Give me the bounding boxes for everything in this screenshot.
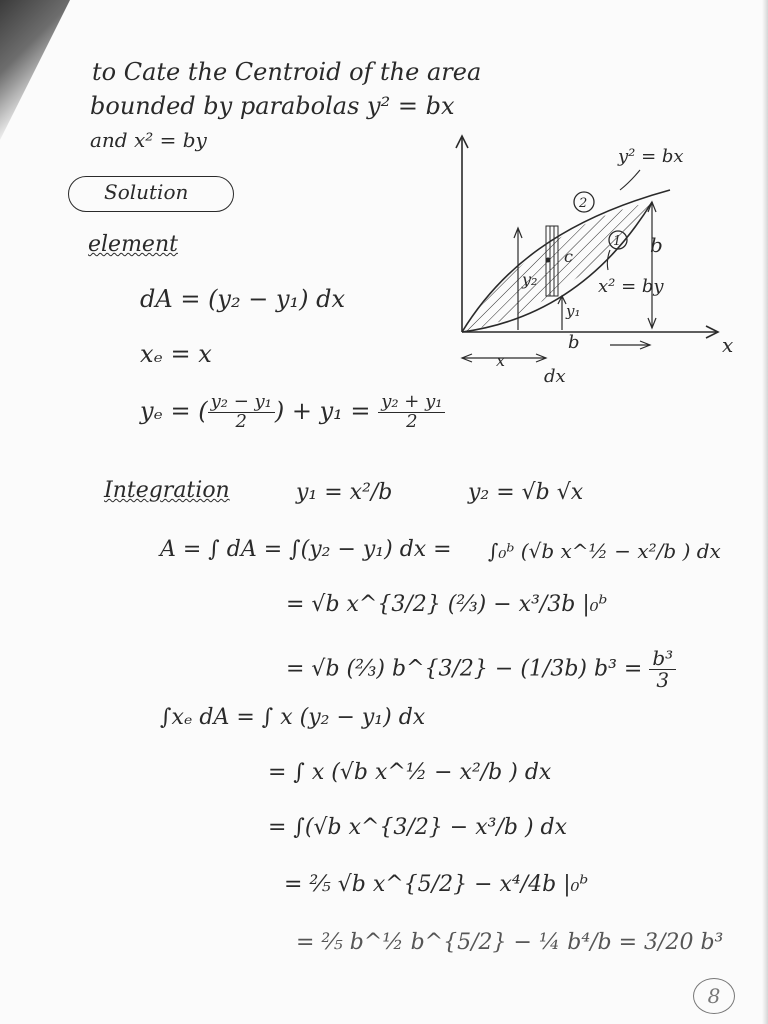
x-axis-label: x xyxy=(722,333,734,357)
problem-line-3: and x² = by xyxy=(90,128,207,152)
ye-frac-num: y₂ − y₁ xyxy=(208,393,275,413)
integration-y1: y₁ = x²/b xyxy=(296,480,393,505)
moment-line-3: = ∫(√b x^{3/2} − x³/b ) dx xyxy=(268,815,568,840)
element-xe: xₑ = x xyxy=(140,340,212,368)
page-number: 8 xyxy=(693,978,735,1014)
element-heading: element xyxy=(88,232,178,257)
integration-y2: y₂ = √b √x xyxy=(468,480,584,505)
ye-frac-den: 2 xyxy=(235,410,247,432)
b-horizontal-label: b xyxy=(568,332,580,353)
moment-line-5: = ⅖ b^½ b^{5/2} − ¼ b⁴/b = 3/20 b³ xyxy=(296,930,724,955)
parabola-diagram xyxy=(440,120,760,390)
area-step-2: = √b x^{3/2} (⅔) − x³/3b |₀ᵇ xyxy=(286,592,608,617)
ye-rhs-den: 2 xyxy=(406,410,418,432)
centroid-label: c xyxy=(564,247,573,266)
integration-heading: Integration xyxy=(104,478,230,503)
y1-label: y₁ xyxy=(566,302,581,320)
y2-label: y₂ xyxy=(522,270,538,289)
area-integral-rhs: ∫₀ᵇ (√b x^½ − x²/b ) dx xyxy=(488,539,721,563)
x-distance-label: x xyxy=(496,351,506,370)
area-result-den: 3 xyxy=(656,668,670,692)
moment-line-4: = ⅖ √b x^{5/2} − x⁴/4b |₀ᵇ xyxy=(284,872,589,897)
moment-line-1: ∫xₑ dA = ∫ x (y₂ − y₁) dx xyxy=(160,705,426,730)
area-step-3-left: = √b (⅔) b^{3/2} − (1/3b) b³ = xyxy=(286,656,643,682)
dx-label: dx xyxy=(544,366,566,387)
ye-mid: ) + y₁ = xyxy=(274,396,371,425)
curve-y2-bx-label: y² = bx xyxy=(618,146,684,167)
marker-1: 1 xyxy=(613,234,622,249)
area-step-3 xyxy=(286,648,676,691)
element-ye xyxy=(140,393,445,432)
area-result-num: b³ xyxy=(649,648,676,670)
b-vertical-label: b xyxy=(650,233,663,257)
area-integral-lhs: A = ∫ dA = ∫(y₂ − y₁) dx = xyxy=(160,537,452,562)
curve-x2-by-label: x² = by xyxy=(598,276,664,297)
scan-edge-shadow xyxy=(0,0,70,140)
page-edge-shadow xyxy=(762,0,768,1024)
centroid-dot xyxy=(546,258,551,263)
ye-lhs: yₑ = ( xyxy=(140,396,208,425)
area-result xyxy=(649,648,676,691)
marker-2: 2 xyxy=(579,196,588,211)
ye-rhs-frac xyxy=(378,393,445,432)
problem-line-1: to Cate the Centroid of the area xyxy=(92,58,482,86)
problem-line-2: bounded by parabolas y² = bx xyxy=(90,92,455,120)
solution-label: Solution xyxy=(104,180,189,204)
ye-frac xyxy=(208,393,275,432)
element-dA: dA = (y₂ − y₁) dx xyxy=(140,285,346,313)
ye-rhs-num: y₂ + y₁ xyxy=(378,393,445,413)
moment-line-2: = ∫ x (√b x^½ − x²/b ) dx xyxy=(268,760,552,785)
